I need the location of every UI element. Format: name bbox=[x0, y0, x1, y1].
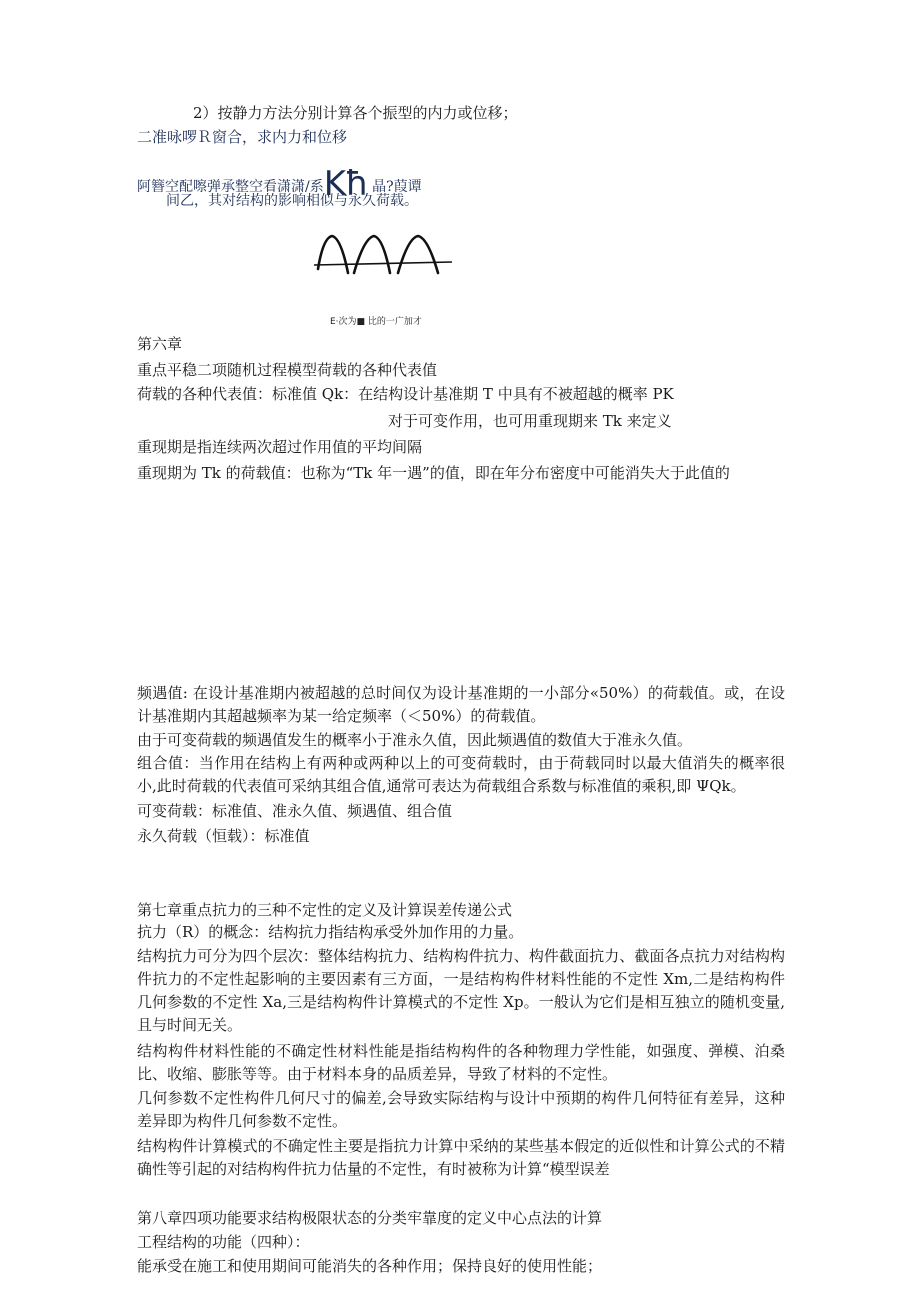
return-period-value: 重现期为 Tk 的荷载值：也称为“Tk 年一遇”的值，即在年分布密度中可能消失大于此值的 bbox=[137, 464, 730, 482]
kh-glyphs: Kħ bbox=[323, 164, 368, 204]
chapter-6-key-point: 重点平稳二项随机过程模型荷载的各种代表值 bbox=[137, 361, 438, 379]
return-period-definition: 重现期是指连续两次超过作用值的平均间隔 bbox=[137, 438, 423, 456]
frequent-value-paragraph: 频遇值: 在设计基准期内被超越的总时间仅为设计基准期的一小部分«50%）的荷载值。或，在设计基准期内其超越频率为某一给定频率（＜50%）的荷载值。 bbox=[137, 684, 785, 725]
geometry-uncertainty-paragraph: 几何参数不定性构件几何尺寸的偏差,会导致实际结构与设计中预期的构件几何特征有差异，这种差异即为构件几何参数不定性。 bbox=[137, 1089, 785, 1130]
garbled-left-text: 阿簪空配嚓弹承整空看潇潇/系 bbox=[137, 179, 324, 195]
representative-values-line: 荷载的各种代表值：标准值 Qk：在结构设计基准期 T 中具有不被超越的概率 PK bbox=[137, 385, 674, 403]
step-2-line: 2）按静力方法分别计算各个振型的内力或位移； bbox=[193, 104, 518, 122]
model-uncertainty-paragraph: 结构构件计算模式的不确定性主要是指抗力计算中采纳的某些基本假定的近似性和计算公式的不精确性等引起的对结构构件抗力估量的不定性，有时被称为计算“模型误差 bbox=[137, 1137, 785, 1178]
indirect-action-line: 间乙，其对结构的影响相似与永久荷载。 bbox=[166, 193, 418, 209]
garbled-right-text: 晶?葭谭 bbox=[372, 179, 422, 195]
chapter-8-title: 第八章四项功能要求结构极限状态的分类牢靠度的定义中心点法的计算 bbox=[137, 1209, 603, 1227]
combination-value-paragraph: 组合值：当作用在结构上有两种或两种以上的可变荷载时，由于荷载同时以最大值消失的概率很小,此时荷载的代表值可采纳其组合值,通常可表达为荷载组合系数与标准值的乘积,即 ΨQk。 bbox=[137, 754, 785, 795]
frequent-value-note: 由于可变荷载的频遇值发生的概率小于准永久值，因此频遇值的数值大于准永久值。 bbox=[137, 731, 693, 749]
resistance-concept-line: 抗力（R）的概念：结构抗力指结构承受外加作用的力量。 bbox=[137, 923, 524, 941]
variable-load-line: 可变荷载：标准值、准永久值、频遇值、组合值 bbox=[137, 802, 453, 820]
bear-actions-line: 能承受在施工和使用期间可能消失的各种作用；保持良好的使用性能； bbox=[137, 1257, 603, 1275]
structure-functions-line: 工程结构的功能（四种）： bbox=[137, 1233, 310, 1251]
combine-line: 二准咏啰Ｒ窗合，求内力和位移 bbox=[137, 128, 348, 146]
material-uncertainty-paragraph: 结构构件材料性能的不确定性材料性能是指结构构件的各种物理力学性能，如强度、弹模、泊桑比、收缩、膨胀等等。由于材料本身的品质差异，导致了材料的不定性。 bbox=[137, 1042, 785, 1083]
figure-caption: E·次为■ 比的一广加才 bbox=[330, 317, 422, 327]
resistance-levels-paragraph: 结构抗力可分为四个层次：整体结构抗力、结构构件抗力、构件截面抗力、截面各点抗力对结构构件抗力的不定性起影响的主要因素有三方面，一是结构构件材料性能的不定性 Xm,二是结构构件几何参数的不定性 Xa,三是结构构件计算模式的不定性 Xp。一般认为它们是相互独立的随机变量,且与时间无关。 bbox=[137, 947, 785, 1034]
chapter-7-title: 第七章重点抗力的三种不定性的定义及计算误差传递公式 bbox=[137, 901, 513, 919]
chapter-6-title: 第六章 bbox=[137, 335, 183, 353]
permanent-load-line: 永久荷载（恒载）：标准值 bbox=[137, 827, 310, 845]
variable-action-line: 对于可变作用，也可用重现期来 Tk 来定义 bbox=[388, 412, 672, 430]
vibration-mode-figure bbox=[312, 232, 460, 280]
